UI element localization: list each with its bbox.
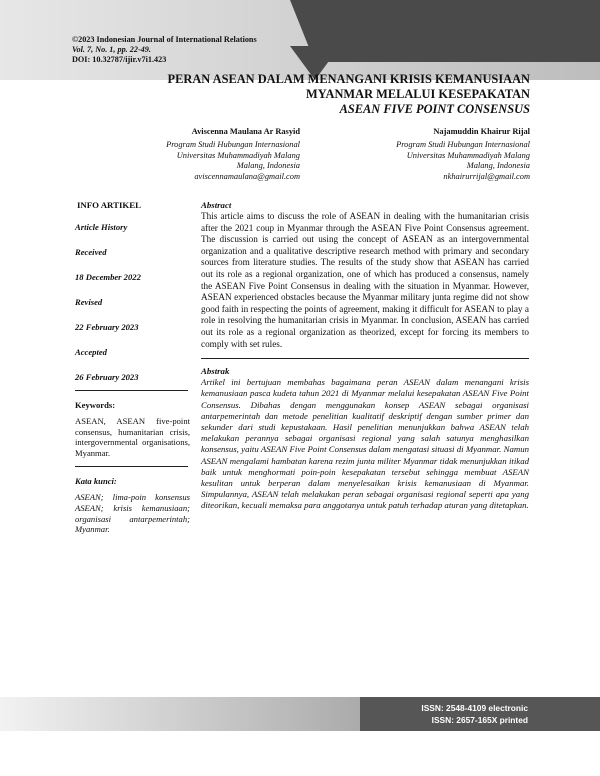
author-affiliation: Program Studi Hubungan Internasional <box>166 140 300 150</box>
title-line-1: PERAN ASEAN DALAM MENANGANI KRISIS KEMANUSIAAN <box>167 72 530 86</box>
author-block-1 <box>166 127 300 182</box>
journal-copyright: ©2023 Indonesian Journal of International Relations <box>72 35 257 44</box>
article-info-title: INFO ARTIKEL <box>77 200 141 210</box>
issn-info <box>421 702 528 726</box>
sidebar-divider <box>75 390 188 391</box>
revised-date: 22 February 2023 <box>75 322 139 332</box>
abstrak-text: Artikel ini bertujuan membahas bagaimana peran ASEAN dalam menangani krisis kemanusiaan pasca kudeta tahun 2021 di Myanmar melalui kesepakatan ASEAN Five Point Consensus. Dibahas dengan menggunakan konsep ASEAN sebagai organisasi antarpemerintah dan metode penelitian kualitatif deskriptif dengan sumber primer dan sekunder dari studi kepustakaan. Hasil penelitian menunjukkan bahwa ASEAN telah melakukan perannya sebagai organisasi regional yang salah satunya menghasilkan konsensus, yaitu ASEAN Five Point Consensus dalam mengatasi situasi di Myanmar. Namun ASEAN mengalami hambatan karena rezim junta militer Myanmar tidak menunjukkan itikad baik untuk menghormati poin-poin kesepakatan tersebut sehingga membuat ASEAN kesulitan untuk berperan dalam menyelesaikan krisis kemanusiaan di Myanmar. Simpulannya, ASEAN telah melakukan peran sebagai organisasi regional seperti apa yang diteorikan, kecuali memaksa para anggotanya untuk patuh terhadap aturan yang ditetapkan. <box>201 377 529 511</box>
received-label: Received <box>75 247 107 257</box>
sidebar-divider <box>75 466 188 467</box>
author-name: Najamuddin Khairur Rijal <box>433 127 530 136</box>
title-line-2: MYANMAR MELALUI KESEPAKATAN <box>306 87 530 101</box>
author-name: Aviscenna Maulana Ar Rasyid <box>191 127 300 136</box>
accepted-date: 26 February 2023 <box>75 372 139 382</box>
abstract-heading: Abstract <box>201 200 232 210</box>
article-history-label: Article History <box>75 222 128 232</box>
abstract-column <box>201 200 529 512</box>
keywords-text: ASEAN, ASEAN five-point consensus, humanitarian crisis, intergovernmental organisations, Myanmar. <box>75 416 190 458</box>
issn-electronic: ISSN: 2548-4109 electronic <box>421 703 528 713</box>
abstract-text: This article aims to discuss the role of ASEAN in dealing with the humanitarian crisis after the 2021 coup in Myanmar through the ASEAN Five Point Consensus agreement. The discussion is carried out using the concept of ASEAN as an intergovernmental organization and a qualitative descriptive research method with primary and secondary sources from literature studies. The results of the study show that ASEAN has carried out its role as a regional organization, one of which has produced a consensus, namely the ASEAN Five Point Consensus in dealing with the situation in Myanmar. However, ASEAN experienced obstacles because the Myanmar military junta regime did not show good faith in respecting the points of agreement, making it difficult for ASEAN to play a role in resolving the humanitarian crisis in Myanmar. In conclusion, ASEAN has carried out its role as a regional organization as theorized, except for forcing its members to comply with set rules. <box>201 211 529 349</box>
author-block-2 <box>396 127 530 182</box>
kata-kunci-text: ASEAN; lima-poin konsensus ASEAN; krisis kemanusiaan; organisasi antarpemerintah; Myanmar. <box>75 492 190 535</box>
article-title <box>168 72 530 117</box>
author-affiliation: Program Studi Hubungan Internasional <box>396 140 530 150</box>
received-date: 18 December 2022 <box>75 272 141 282</box>
author-university: Universitas Muhammadiyah Malang <box>176 150 300 160</box>
author-university: Universitas Muhammadiyah Malang <box>406 150 530 160</box>
accepted-label: Accepted <box>75 347 107 357</box>
abstrak-heading: Abstrak <box>201 366 230 377</box>
journal-volume: Vol. 7, No. 1, pp. 22-49. <box>72 45 151 54</box>
issn-printed: ISSN: 2657-165X printed <box>431 715 528 725</box>
author-email: nkhairurrijal@gmail.com <box>443 171 530 181</box>
header-dark-shape <box>290 0 600 62</box>
journal-doi: DOI: 10.32787/ijir.v7i1.423 <box>72 55 167 64</box>
keywords-title: Keywords: <box>75 400 116 410</box>
author-email: aviscennamaulana@gmail.com <box>194 171 300 181</box>
revised-label: Revised <box>75 297 103 307</box>
journal-info <box>72 35 257 65</box>
author-city: Malang, Indonesia <box>236 161 300 171</box>
author-city: Malang, Indonesia <box>466 161 530 171</box>
kata-kunci-title: Kata kunci: <box>75 476 117 487</box>
article-info-sidebar <box>75 200 190 543</box>
abstract-divider <box>201 358 529 359</box>
title-line-3: ASEAN FIVE POINT CONSENSUS <box>339 102 530 116</box>
